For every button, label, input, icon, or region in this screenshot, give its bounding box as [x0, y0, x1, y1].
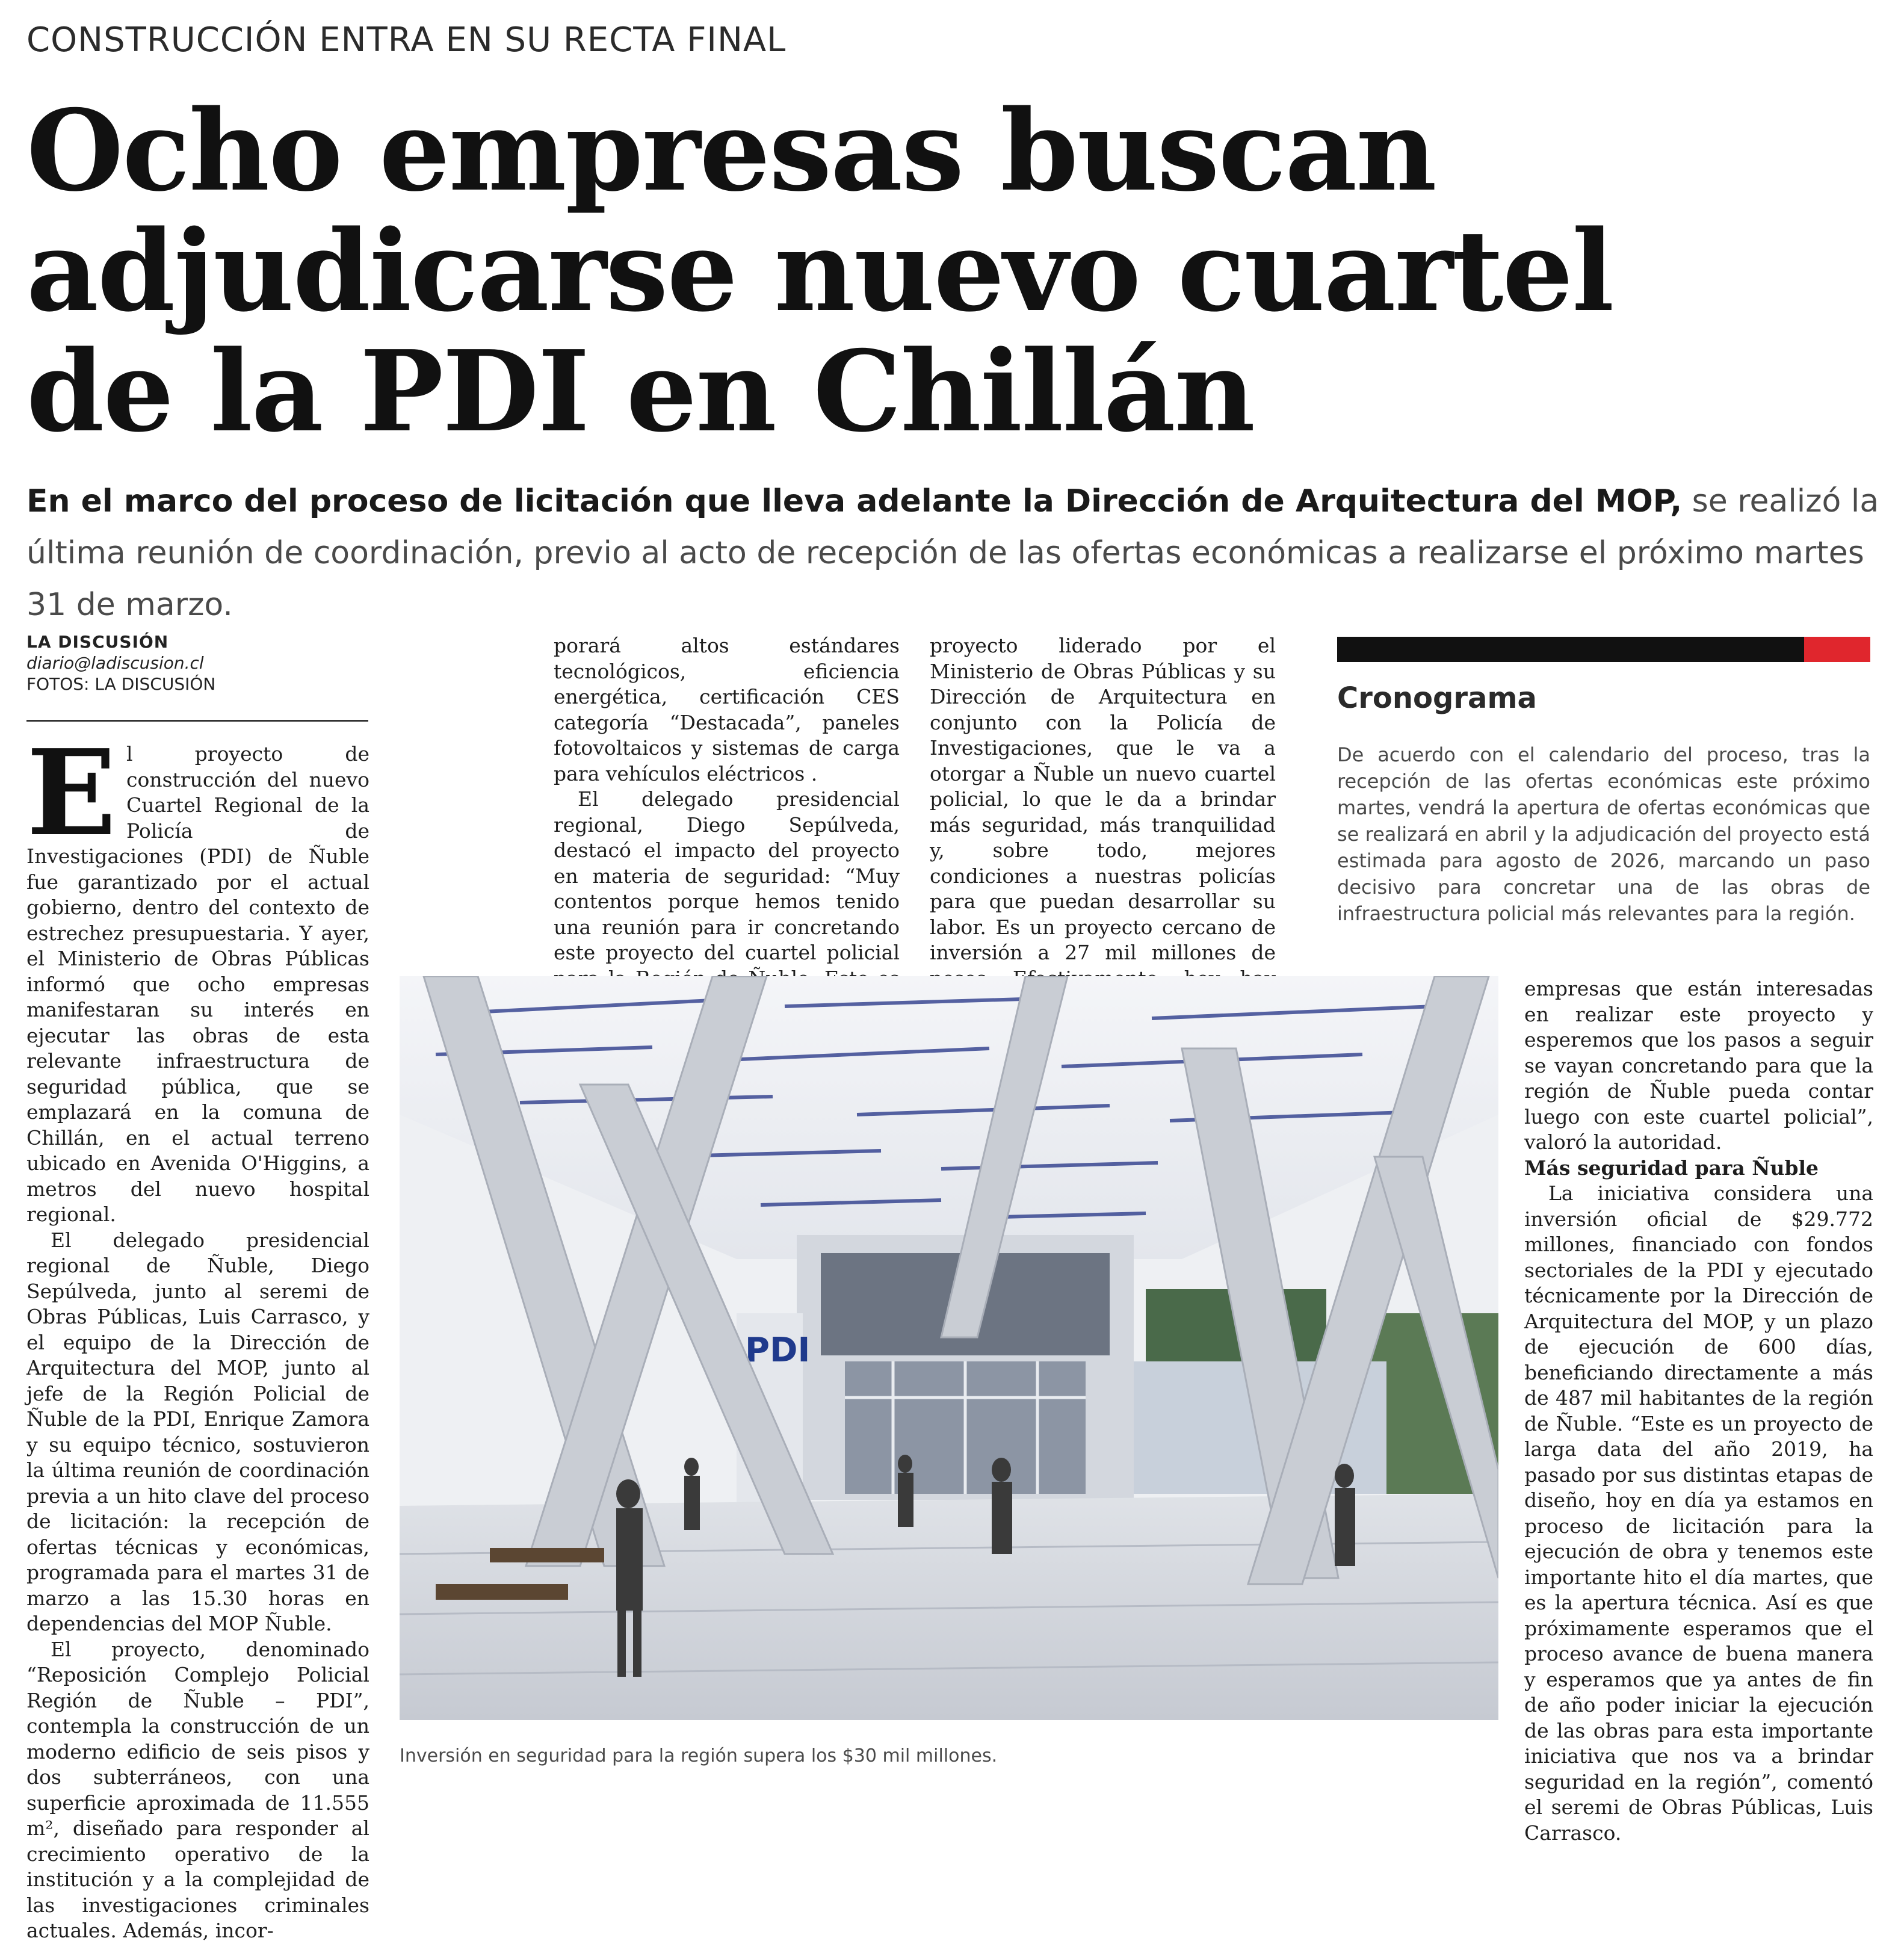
body-paragraph: proyecto liderado por el Ministerio de Obras Públicas y su Dirección de Arquitectura en conjunto con la Policía de Investigaciones, que le va a otorgar a Ñuble un nuevo cuartel policial, lo que le da a brindar más seguridad, más tranquilidad y, sobre todo, mejores condiciones a nuestras policías para que puedan desarrollar su labor. Es un proyecto cercano de inversión a 27 mil millones de [930, 634, 1276, 964]
byline-email: diario@ladiscusion.cl [26, 653, 204, 673]
body-column-4 [1524, 976, 1873, 1846]
headline [26, 85, 1880, 457]
building-render [400, 976, 1498, 1720]
article-photo [400, 976, 1498, 1720]
headline-line-1: Ocho empresas buscan [26, 85, 1436, 216]
sidebar-text: De acuerdo con el calendario del proceso, tras la recepción de las ofertas económicas este próximo martes, vendrá la apertura de ofertas económicas que se realizará en abril y la adjudicación del proyecto está estimada para agosto de 2026, marcando un paso decisivo para concretar una de las obras de infraestructura policial más relevantes para la región. [1337, 743, 1870, 925]
deck [26, 475, 1880, 631]
body-paragraph: porará altos estándares tecnológicos, eficiencia energética, certificación CES categoría “Destacada”, paneles fotovoltaicos y sistemas de carga para vehículos eléctricos . [554, 634, 900, 785]
deck-text: se realizó la última reunión de coordinación, previo al acto de recepción de las ofertas económicas a realizarse el próximo martes 31 de marzo. [26, 483, 1879, 623]
body-paragraph: El delegado presidencial regional de Ñuble, Diego Sepúlveda, junto al seremi de Obras Públicas, Luis Carrasco, y el equipo de la Dirección de Arquitectura del MOP, junto al jefe de la Región Policial de Ñuble de la PDI, Enrique Zamora y su equipo técnico, sostuvieron la última reunión de coordinación previa a un hito clave del proceso de licitación: la recepción de ofertas técnicas y económicas, programada para el martes 31 de marzo a las 15.30 horas en dependencias del MOP Ñuble. [26, 1228, 369, 1635]
photo-caption: Inversión en seguridad para la región supera los $30 mil millones. [400, 1745, 998, 1766]
section-subhead: Más seguridad para Ñuble [1524, 1156, 1819, 1180]
kicker: CONSTRUCCIÓN ENTRA EN SU RECTA FINAL [26, 20, 787, 60]
body-column-2 [554, 633, 900, 1017]
byline-photos: FOTOS: LA DISCUSIÓN [26, 674, 216, 694]
byline [26, 632, 369, 694]
body-paragraph: El delegado presidencial regional, Diego Sepúlveda, destacó el impacto del proyecto en materia de seguridad: “Muy contentos porque hemos tenido una reunión para ir concretando este proyecto del cuartel policial [554, 787, 900, 964]
drop-cap: E [26, 724, 117, 862]
sidebar-bar-accent [1804, 637, 1870, 662]
body-paragraph: La iniciativa considera una inversión oficial de $29.772 millones, financiado con fondos sectoriales de la PDI y ejecutado técnicamente por la Dirección de Arquitectura del MOP, y un plazo de ejecución de 600 días, beneficiando directamente a más de 487 mil habitantes de la región de Ñuble. “Este es un proyecto de larga data del año 2019, ha pasado por sus distintas etapas de diseño, hoy en día ya estamos en proceso de licitación para la ejecución de obra y tenemos este importante hito el día martes, que es la apertura técnica. Así es que próximamente esperamos que el proceso avance de buena manera y esperamos que ya antes de fin de año poder iniciar la ejecución de las obras para esta importante iniciativa que nos va a brindar seguridad en la región”, comentó el seremi de Obras Públicas, Luis Carrasco. [1524, 1181, 1873, 1845]
byline-divider [26, 720, 368, 722]
deck-bold: En el marco del proceso de licitación que lleva adelante la Dirección de Arquitectura del MOP, [26, 483, 1683, 519]
headline-line-2: adjudicarse nuevo cuartel [26, 205, 1613, 336]
body-paragraph: El proyecto, denominado “Reposición Complejo Policial Región de Ñuble – PDI”, contempla la construcción de un moderno edificio de seis pisos y dos subterráneos, con una superficie aproximada de 11.555 m², diseñado para responder al crecimiento operativo de la institución y a la complejidad de las investigaciones criminales actuales. Además, incor- [26, 1637, 369, 1942]
byline-org: LA DISCUSIÓN [26, 632, 169, 652]
body-column-1 [26, 724, 369, 1944]
sidebar-bar [1337, 637, 1870, 662]
body-paragraph: l proyecto de construcción del nuevo Cuartel Regional de la Policía de Investigaciones (PDI) de Ñuble fue garantizado por el actual gobierno, dentro del contexto de estrechez presupuestaria. Y ayer, el Ministerio de Obras Públicas informó que ocho empresas manifestaran su interés en ejecutar las obras de esta relevante infraestructura de seguridad pública, que se emplazará en la comuna de Chillán, en el actual terreno ubicado en Avenida O'Higgins, a metros del nuevo hospital regional. [26, 742, 369, 1226]
body-paragraph: empresas que están interesadas en realizar este proyecto y esperemos que los pasos a seguir se vayan concretando para que la región de Ñuble pueda contar luego con este cuartel policial”, valoró la autoridad. [1524, 977, 1873, 1154]
body-column-3 [930, 633, 1276, 1017]
headline-line-3: de la PDI en Chillán [26, 326, 1255, 457]
sidebar-title: Cronograma [1337, 681, 1537, 715]
pdi-sign: PDI [745, 1331, 811, 1370]
